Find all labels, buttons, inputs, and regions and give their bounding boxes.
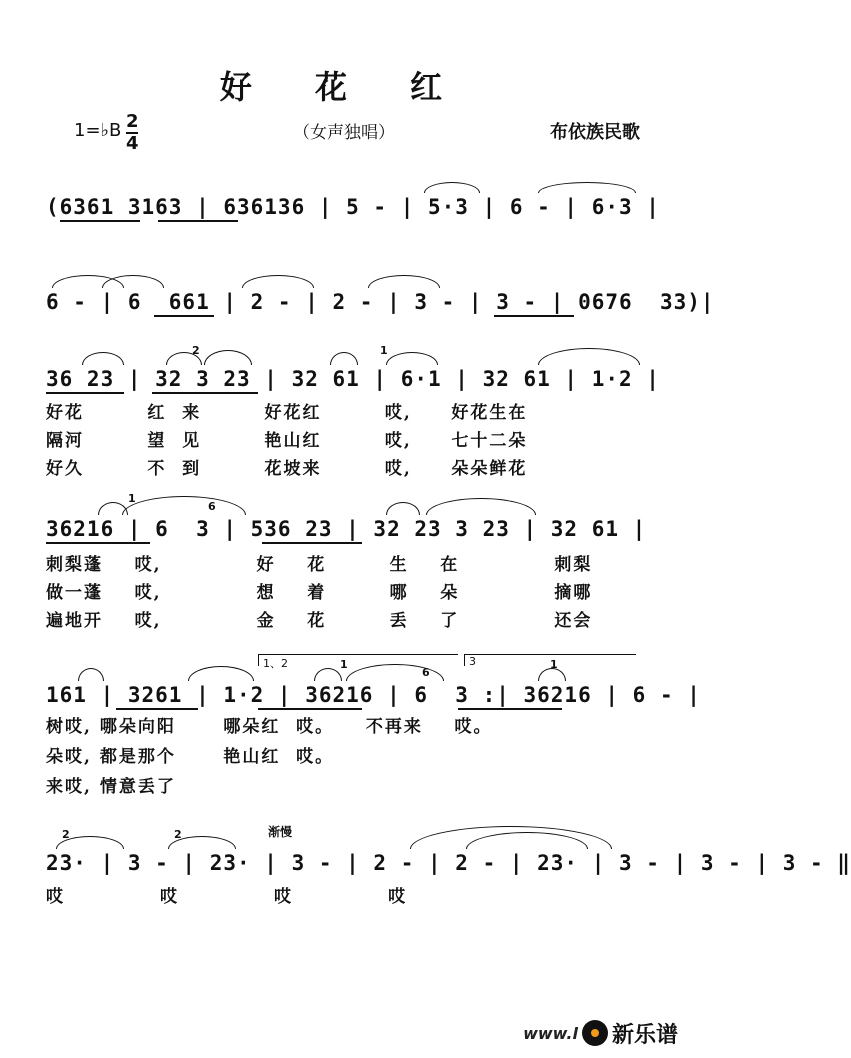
beam-underline — [46, 392, 124, 394]
first-ending-bracket: 1、2 — [258, 654, 458, 666]
time-denominator: 4 — [126, 133, 139, 154]
slur-tie — [82, 352, 124, 365]
beam-underline — [458, 708, 562, 710]
lyric-verse-3-line-b: 遍地开 哎, 金 花 丢 了 还会 — [46, 611, 593, 631]
composer-credit: 布依族民歌 — [550, 122, 640, 143]
record-disc-icon — [582, 1020, 608, 1046]
lyric-verse-2-line-c: 朵哎, 都是那个 艳山红 哎。 — [46, 747, 335, 767]
grace-note: 1 — [340, 658, 348, 671]
lyric-verse-2-line-b: 做一蓬 哎, 想 着 哪 朵 摘哪 — [46, 583, 593, 603]
grace-note: 1 — [550, 658, 558, 671]
slur-tie — [188, 666, 254, 681]
beam-underline — [262, 542, 362, 544]
beam-underline — [116, 708, 198, 710]
lyric-ending-line: 哎 哎 哎 哎 — [46, 887, 408, 907]
beam-underline — [152, 392, 258, 394]
song-title: 好 花 红 — [219, 68, 469, 106]
beam-underline — [158, 220, 238, 222]
beam-underline — [154, 315, 214, 317]
slur-tie — [122, 496, 246, 515]
grace-note: 2 — [174, 828, 182, 841]
slur-tie — [102, 275, 164, 288]
slur-tie — [538, 182, 636, 193]
grace-note: 2 — [62, 828, 70, 841]
grace-note: 6 — [208, 500, 216, 513]
key-signature: 1=♭B — [74, 120, 122, 141]
slur-tie — [538, 348, 640, 365]
time-signature — [126, 112, 139, 154]
performance-note: （女声独唱） — [293, 123, 395, 143]
grace-note: 6 — [422, 666, 430, 679]
staff-notes: 6 - | 6 661 | 2 - | 2 - | 3 - | 3 - | 0676 33)| — [46, 290, 715, 314]
watermark-site-name: 新乐谱 — [611, 1022, 678, 1048]
site-watermark — [523, 1018, 678, 1048]
lyric-verse-1-line-b: 刺梨蓬 哎, 好 花 生 在 刺梨 — [46, 555, 593, 575]
lyric-verse-3-line-a: 好久 不 到 花坡来 哎, 朵朵鲜花 — [46, 459, 528, 479]
staff-notes: 36 23 | 32 3 23 | 32 61 | 6·1 | 32 61 | 1·2 | — [46, 367, 660, 391]
lyric-verse-2-line-a: 隔河 望 见 艳山红 哎, 七十二朵 — [46, 431, 528, 451]
staff-notes: 36216 | 6 3 | 536 23 | 32 23 3 23 | 32 61 | — [46, 517, 647, 541]
slur-tie — [242, 275, 314, 288]
slur-tie — [78, 668, 104, 681]
tempo-mark: 渐慢 — [268, 825, 293, 839]
time-numerator: 2 — [126, 111, 139, 132]
slur-tie — [424, 182, 480, 193]
slur-tie — [426, 498, 536, 515]
slur-tie — [368, 275, 440, 288]
slur-tie — [204, 350, 252, 365]
slur-tie — [386, 502, 420, 515]
lyric-verse-1-line-a: 好花 红 来 好花红 哎, 好花生在 — [46, 403, 528, 423]
third-ending-bracket: 3 — [464, 654, 636, 666]
beam-underline — [46, 542, 150, 544]
staff-notes: (6361 3163 | 636136 | 5 - | 5·3 | 6 - | 6·3 | — [46, 195, 660, 219]
watermark-url: www.l — [523, 1023, 578, 1043]
beam-underline — [258, 708, 362, 710]
grace-note: 1 — [128, 492, 136, 505]
staff-line-4 — [46, 492, 647, 554]
lyric-verse-1-line-c: 树哎, 哪朵向阳 哪朵红 哎。 不再来 哎。 — [46, 717, 493, 737]
beam-underline — [60, 220, 140, 222]
staff-line-2 — [46, 287, 715, 327]
lyric-verse-3-line-c: 来哎, 情意丢了 — [46, 777, 176, 797]
staff-notes: 23· | 3 - | 23· | 3 - | 2 - | 2 - | 23· | 3 - | 3 - | 3 - ‖ — [46, 851, 851, 875]
slur-tie — [314, 668, 342, 681]
beam-underline — [494, 315, 574, 317]
staff-notes: 161 | 3261 | 1·2 | 36216 | 6 3 :| 36216 | 6 - | — [46, 683, 701, 707]
grace-note: 1 — [380, 344, 388, 357]
staff-line-1 — [46, 192, 660, 232]
slur-tie — [386, 352, 438, 365]
slur-tie — [330, 352, 358, 365]
grace-note: 2 — [192, 344, 200, 357]
